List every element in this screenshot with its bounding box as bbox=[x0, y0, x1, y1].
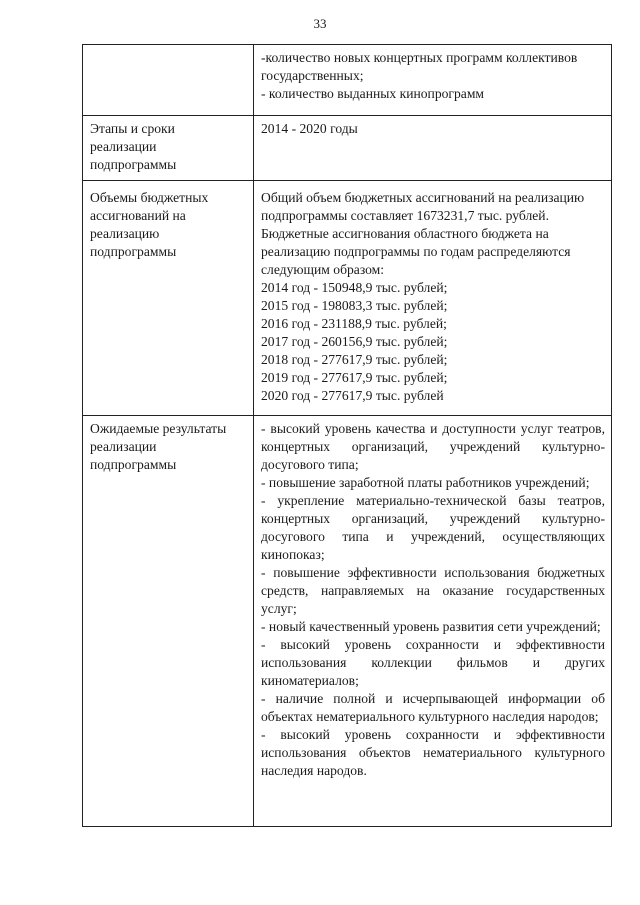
stages-label: Этапы и сроки реализации подпрограммы bbox=[90, 121, 177, 172]
content-line: - количество выданных кинопрограмм bbox=[261, 86, 485, 101]
result-item: - высокий уровень качества и доступности услуг театров, концертных организаций, учреждений культурно-досугового типа; bbox=[261, 421, 605, 472]
stages-value: 2014 - 2020 годы bbox=[261, 121, 358, 136]
table-row bbox=[83, 45, 612, 116]
row-label-cell bbox=[83, 181, 254, 416]
budget-year-2017: 2017 год - 260156,9 тыс. рублей; bbox=[261, 334, 448, 349]
result-item: - новый качественный уровень развития сети учреждений; bbox=[261, 619, 601, 634]
row-content-cell bbox=[254, 181, 612, 416]
result-item: - наличие полной и исчерпывающей информации об объектах нематериального культурного наследия народов; bbox=[261, 691, 605, 724]
result-item: - повышение заработной платы работников учреждений; bbox=[261, 475, 590, 490]
row-content-cell bbox=[254, 116, 612, 181]
result-item: - повышение эффективности использования бюджетных средств, направляемых на оказание государственных услуг; bbox=[261, 565, 605, 616]
result-item: - высокий уровень сохранности и эффективности использования объектов нематериального культурного наследия народов. bbox=[261, 727, 605, 778]
table-row bbox=[83, 181, 612, 416]
row-label-cell bbox=[83, 416, 254, 827]
budget-year-2019: 2019 год - 277617,9 тыс. рублей; bbox=[261, 370, 448, 385]
result-item: - укрепление материально-технической базы театров, концертных организаций, учреждений культурно-досугового типа и учреждений, осуществляющих кинопоказ; bbox=[261, 493, 605, 562]
result-item: - высокий уровень сохранности и эффективности использования коллекции фильмов и других киноматериалов; bbox=[261, 637, 605, 688]
page-number: 33 bbox=[313, 16, 327, 31]
content-line: -количество новых концертных программ коллективов государственных; bbox=[261, 50, 578, 83]
passport-table bbox=[82, 44, 612, 827]
row-content-cell bbox=[254, 45, 612, 116]
budget-year-2016: 2016 год - 231188,9 тыс. рублей; bbox=[261, 316, 447, 331]
row-content-cell bbox=[254, 416, 612, 827]
budget-distribution-text: Бюджетные ассигнования областного бюджета на реализацию подпрограммы по годам распределяются следующим образом: bbox=[261, 226, 571, 277]
budget-label: Объемы бюджетных ассигнований на реализацию подпрограммы bbox=[90, 190, 209, 259]
row-label-cell bbox=[83, 116, 254, 181]
budget-year-2014: 2014 год - 150948,9 тыс. рублей; bbox=[261, 280, 448, 295]
budget-year-2015: 2015 год - 198083,3 тыс. рублей; bbox=[261, 298, 448, 313]
results-label: Ожидаемые результаты реализации подпрограммы bbox=[90, 421, 227, 472]
budget-year-2018: 2018 год - 277617,9 тыс. рублей; bbox=[261, 352, 448, 367]
row-label-cell bbox=[83, 45, 254, 116]
budget-year-2020: 2020 год - 277617,9 тыс. рублей bbox=[261, 388, 444, 403]
budget-total-text: Общий объем бюджетных ассигнований на реализацию подпрограммы составляет 1673231,7 тыс. рублей. bbox=[261, 190, 585, 223]
table-row bbox=[83, 116, 612, 181]
table-row bbox=[83, 416, 612, 827]
